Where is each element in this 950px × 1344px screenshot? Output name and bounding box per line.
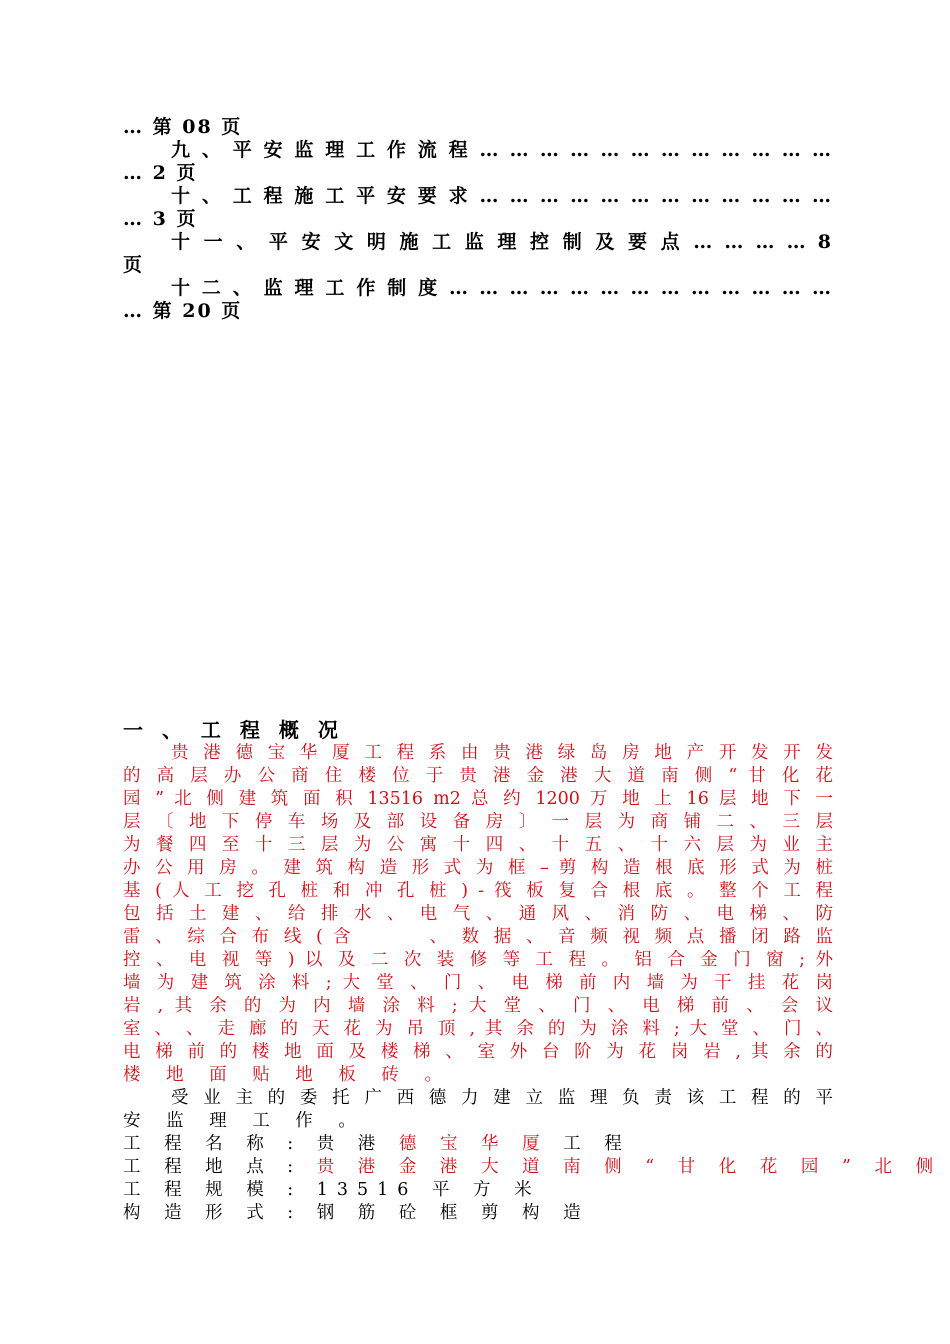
overview-line: 包 括 土 建 、 给 排 水 、 电 气 、 通 风 、 消 防 、 电 梯 、 防 — [123, 904, 833, 924]
project-name-prefix: 贵 港 — [316, 1134, 385, 1154]
section-heading: 一 、 工 程 概 况 — [123, 718, 344, 742]
toc-line: 页 — [123, 254, 145, 276]
project-structure-label: 构 造 形 式 : — [123, 1203, 303, 1223]
entrust-paragraph — [123, 1087, 833, 1133]
overview-paragraph — [123, 742, 833, 1087]
overview-line: 雷 、 综 合 布 线 ( 含 、 数 据 、 音 频 视 频 点 播 闭 路 监 — [123, 927, 833, 947]
toc-entry-11: 十 一 、 平 安 文 明 施 工 监 理 控 制 及 要 点 … … … … 8 — [171, 231, 833, 253]
overview-line: 室 、 、 走 廊 的 天 花 为 吊 顶 , 其 余 的 为 涂 料 ; 大 堂 、 门 、 — [123, 1019, 833, 1039]
project-structure-row — [123, 1202, 833, 1225]
overview-line: 办 公 用 房 。 建 筑 构 造 形 式 为 框 – 剪 构 造 根 底 形 式 为 桩 — [123, 858, 833, 878]
project-name-suffix: 工 程 — [563, 1134, 631, 1154]
overview-line: 为 餐 四 至 十 三 层 为 公 寓 十 四 、 十 五 、 十 六 层 为 业 主 — [123, 835, 833, 855]
toc-line: … 第 20 页 — [123, 300, 243, 322]
project-structure-value: 钢 筋 砼 框 剪 构 造 — [316, 1203, 590, 1223]
project-name-label: 工 程 名 称 : — [123, 1134, 303, 1154]
overview-line: 园 ” 北 侧 建 筑 面 积 13516 m2 总 约 1200 万 地 上 16 层 地 下 一 — [123, 789, 833, 809]
overview-line: 电 梯 前 的 楼 地 面 及 楼 梯 、 室 外 台 阶 为 花 岗 岩 , 其 余 的 — [123, 1042, 833, 1062]
entrust-line: 受 业 主 的 委 托 广 西 德 力 建 立 监 理 负 责 该 工 程 的 平 — [171, 1088, 833, 1108]
project-location-value: 贵 港 金 港 大 道 南 侧 “ 甘 化 花 园 ” 北 侧 — [316, 1157, 943, 1177]
overview-line: 控 、 电 视 等 ) 以 及 二 次 装 修 等 工 程 。 铝 合 金 门 窗 ; 外 — [123, 950, 833, 970]
project-location-label: 工 程 地 点 : — [123, 1157, 303, 1177]
overview-line: 基 ( 人 工 挖 孔 桩 和 冲 孔 桩 ) - 筏 板 复 合 根 底 。 整 个 工 程 — [123, 881, 833, 901]
overview-line: 的 高 层 办 公 商 住 楼 位 于 贵 港 金 港 大 道 南 侧 “ 甘 化 花 — [123, 766, 833, 786]
overview-line: 层 〔 地 下 停 车 场 及 部 设 备 房 〕 一 层 为 商 铺 二 、 三 层 — [123, 812, 833, 832]
table-of-contents — [123, 116, 833, 323]
project-scale-row — [123, 1179, 833, 1202]
toc-entry-10: 十 、 工 程 施 工 平 安 要 求 … … … … … … … … … … … … — [171, 185, 833, 207]
project-info — [123, 1133, 943, 1225]
overview-line: 贵 港 德 宝 华 厦 工 程 系 由 贵 港 绿 岛 房 地 产 开 发 开 发 — [171, 743, 833, 763]
toc-entry-9: 九 、 平 安 监 理 工 作 流 程 … … … … … … … … … … … … — [171, 139, 833, 161]
entrust-line: 安 监 理 工 作 。 — [123, 1111, 366, 1131]
overview-line: 楼 地 面 贴 地 板 砖 。 — [123, 1065, 452, 1085]
project-overview-section — [123, 718, 943, 1225]
project-location-row — [123, 1156, 943, 1179]
project-scale-label: 工 程 规 模 : — [123, 1180, 303, 1200]
overview-line: 岩 , 其 余 的 为 内 墙 涂 料 ; 大 堂 、 门 、 电 梯 前 、 会 议 — [123, 996, 833, 1016]
project-name-row — [123, 1133, 833, 1156]
toc-line: … 3 页 — [123, 208, 198, 230]
toc-entry-12: 十 二 、 监 理 工 作 制 度 … … … … … … … … … … … … … — [171, 277, 833, 299]
toc-line: … 第 08 页 — [123, 116, 243, 138]
project-name-highlight: 德 宝 华 厦 — [398, 1134, 549, 1154]
overview-line: 墙 为 建 筑 涂 料 ; 大 堂 、 门 、 电 梯 前 内 墙 为 干 挂 花 岗 — [123, 973, 833, 993]
toc-line: … 2 页 — [123, 162, 198, 184]
project-scale-value: 13516 平 方 米 — [316, 1180, 541, 1200]
